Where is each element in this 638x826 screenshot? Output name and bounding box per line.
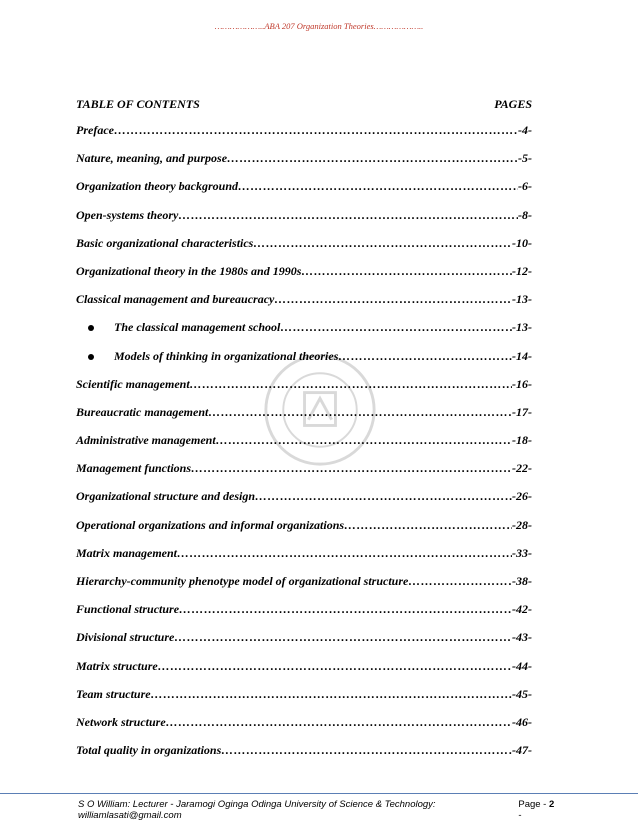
dot-leader	[274, 292, 512, 307]
dot-leader	[238, 179, 518, 194]
toc-heading-row	[76, 97, 532, 113]
toc-entry-page: -5-	[518, 151, 532, 166]
toc-entry-label: Scientific management	[76, 376, 190, 391]
toc-entry	[76, 264, 532, 280]
dot-leader	[208, 405, 512, 420]
footer-author: S O William: Lecturer - Jaramogi Oginga Odinga University of Science & Technology: williamlasati@gmail.com	[78, 799, 436, 821]
dot-leader	[253, 236, 512, 251]
bullet-icon	[88, 354, 94, 360]
toc-entry	[76, 349, 532, 365]
toc-entry-label: Total quality in organizations	[76, 743, 222, 758]
toc-entry-label: Organizational structure and design	[76, 489, 256, 504]
toc-entry-label: Matrix management	[76, 545, 178, 560]
toc-entry-page: -8-	[518, 207, 532, 222]
pages-label: PAGES	[494, 97, 532, 111]
dot-leader	[114, 123, 518, 138]
dot-leader	[177, 546, 512, 561]
toc-entry-label: Basic organizational characteristics	[76, 235, 254, 250]
toc-entry	[76, 208, 532, 224]
toc-entry-page: -28-	[512, 517, 532, 532]
toc-entry-page: -33-	[512, 545, 532, 560]
toc-entry-page: -14-	[512, 348, 532, 363]
toc-entry	[76, 433, 532, 449]
toc-entry	[76, 630, 532, 646]
toc-entry-page: -4-	[518, 123, 532, 137]
toc-entry-page: -13-	[512, 292, 532, 307]
dot-leader	[191, 461, 512, 476]
toc-entry-page: -22-	[512, 461, 532, 476]
toc-entry	[76, 151, 532, 167]
toc-entry-label: Team structure	[76, 686, 151, 701]
bullet-icon	[88, 325, 94, 331]
dot-leader	[179, 602, 512, 617]
toc-entry-page: -17-	[512, 404, 532, 419]
toc-entry-page: -43-	[512, 630, 532, 645]
toc-entry-label: Network structure	[76, 714, 166, 729]
toc-entry	[76, 687, 532, 703]
toc-entry	[76, 236, 532, 252]
dot-leader	[221, 743, 512, 758]
toc-entries	[76, 123, 532, 759]
dot-leader	[190, 377, 512, 392]
dot-leader	[174, 630, 512, 645]
toc-entry-page: -45-	[512, 686, 532, 701]
toc-entry	[76, 320, 532, 336]
toc-title: TABLE OF CONTENTS	[76, 97, 200, 111]
toc-entry-page: -44-	[512, 658, 532, 673]
toc-entry-label: Operational organizations and informal organizations	[76, 517, 345, 532]
toc-entry	[76, 405, 532, 421]
toc-entry-label: Hierarchy-community phenotype model of organizational structure	[76, 574, 409, 588]
toc-entry-label: Bureaucratic management	[76, 404, 209, 419]
toc-entry-label: Divisional structure	[76, 630, 175, 645]
toc-entry	[76, 546, 532, 562]
dot-leader	[408, 574, 512, 589]
dot-leader	[151, 687, 512, 702]
toc-entry	[76, 179, 532, 195]
footer-rule	[0, 793, 638, 794]
toc-entry-label: Models of thinking in organizational theories	[114, 348, 339, 363]
toc-entry-page: -42-	[512, 602, 532, 617]
toc-entry	[76, 377, 532, 393]
toc-entry-label: Matrix structure	[76, 658, 158, 673]
toc-entry-label: Organizational theory in the 1980s and 1990s	[76, 263, 302, 278]
toc-entry-label: Classical management and bureaucracy	[76, 292, 275, 307]
toc-entry-label: Functional structure	[76, 602, 180, 617]
toc-entry-label: Nature, meaning, and purpose	[76, 151, 228, 166]
footer-page-number: Page - 2 -	[518, 799, 555, 821]
toc-entry	[76, 489, 532, 505]
toc-entry-page: -16-	[512, 376, 532, 391]
toc-entry-label: Preface	[76, 123, 114, 137]
toc-entry-label: Open-systems theory	[76, 207, 179, 222]
dot-leader	[178, 208, 518, 223]
toc-entry	[76, 574, 532, 590]
toc-entry-page: -6-	[518, 179, 532, 194]
dot-leader	[344, 518, 512, 533]
toc-entry-label: Organization theory background	[76, 179, 239, 194]
table-of-contents	[76, 97, 532, 771]
dot-leader	[158, 659, 512, 674]
toc-entry-page: -38-	[512, 574, 532, 588]
toc-entry	[76, 743, 532, 759]
toc-entry-page: -13-	[512, 320, 532, 335]
toc-entry-page: -12-	[512, 263, 532, 278]
toc-entry-page: -10-	[512, 235, 532, 250]
toc-entry	[76, 123, 532, 139]
running-header: ………………..ABA 207 Organization Theories………………..	[214, 21, 424, 31]
dot-leader	[280, 320, 512, 335]
dot-leader	[301, 264, 512, 279]
dot-leader	[255, 489, 512, 504]
toc-entry-label: Administrative management	[76, 433, 216, 448]
toc-entry	[76, 461, 532, 477]
toc-entry-page: -26-	[512, 489, 532, 504]
toc-entry	[76, 659, 532, 675]
toc-entry	[76, 518, 532, 534]
toc-entry	[76, 602, 532, 618]
toc-entry-label: The classical management school	[114, 320, 281, 335]
dot-leader	[338, 349, 512, 364]
toc-entry-page: -18-	[512, 433, 532, 448]
dot-leader	[166, 715, 512, 730]
toc-entry-page: -46-	[512, 714, 532, 729]
page-footer	[78, 799, 558, 821]
toc-entry	[76, 292, 532, 308]
toc-entry-label: Management functions	[76, 461, 192, 476]
dot-leader	[227, 151, 518, 166]
toc-entry-page: -47-	[512, 743, 532, 758]
toc-entry	[76, 715, 532, 731]
dot-leader	[216, 433, 512, 448]
